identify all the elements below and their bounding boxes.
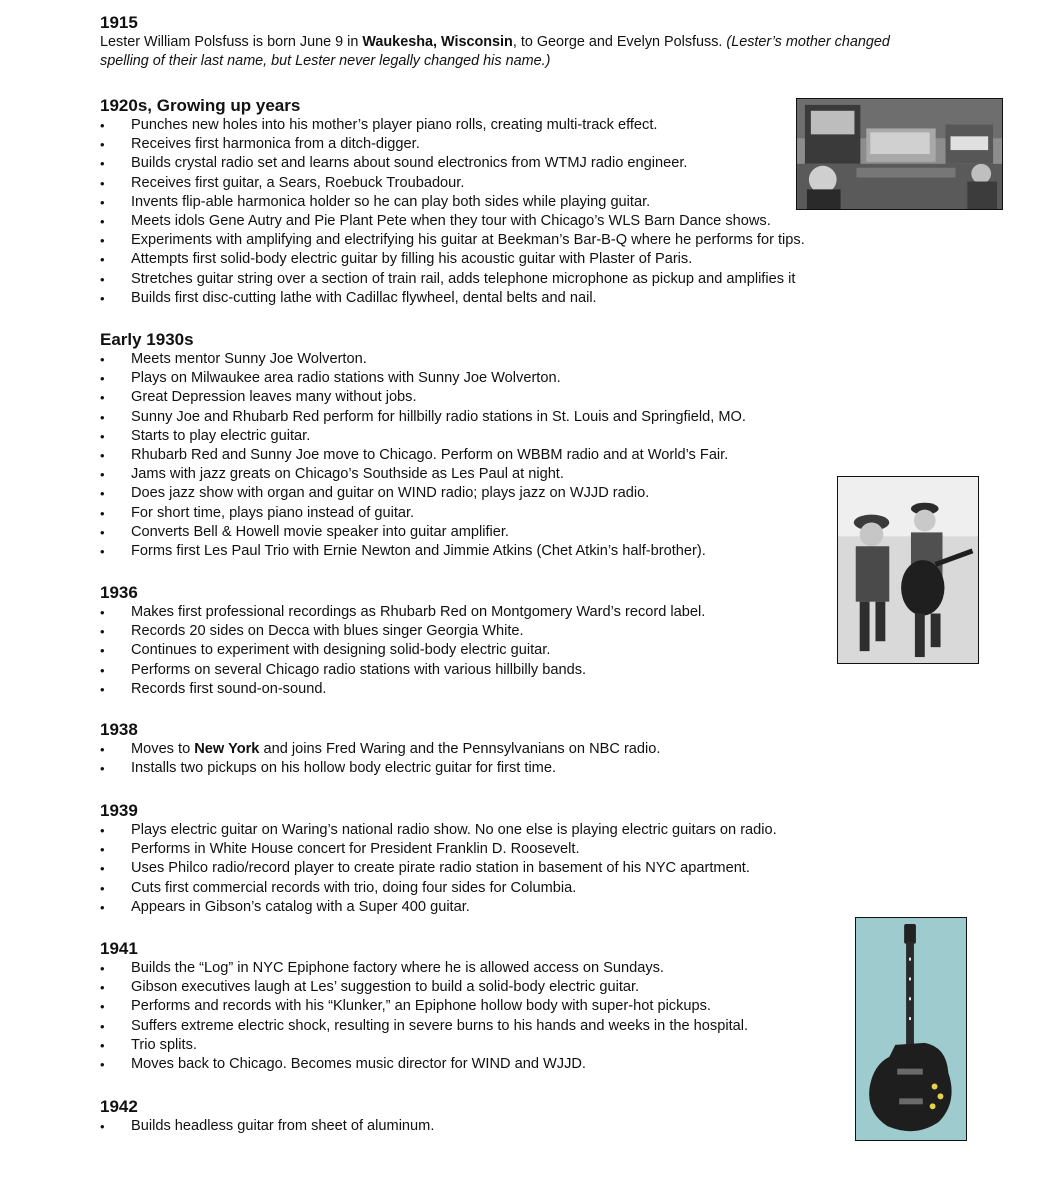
- list-item: • Meets mentor Sunny Joe Wolverton.: [100, 350, 1039, 369]
- list-item: • Sunny Joe and Rhubarb Red perform for hillbilly radio stations in St. Louis and Springfield, MO.: [100, 408, 1039, 427]
- list-item: • Records first sound-on-sound.: [100, 680, 1039, 699]
- section-heading: 1939: [100, 801, 138, 820]
- section-1915: [100, 13, 940, 71]
- item-text: and joins Fred Waring and the Pennsylvanians on NBC radio.: [259, 741, 661, 757]
- list-item: • Suffers extreme electric shock, resulting in severe burns to his hands and weeks in the hospital.: [100, 1017, 1039, 1036]
- list-item: • Receives first guitar, a Sears, Roebuck Troubadour.: [100, 174, 1039, 193]
- list-item: • Experiments with amplifying and electrifying his guitar at Beekman’s Bar-B-Q where he performs for tips.: [100, 231, 1039, 250]
- list-item: • Makes first professional recordings as Rhubarb Red on Montgomery Ward’s record label.: [100, 603, 1039, 622]
- list-item: • Starts to play electric guitar.: [100, 427, 1039, 446]
- list-item: • Performs in White House concert for President Franklin D. Roosevelt.: [100, 840, 1039, 859]
- list-item: • Trio splits.: [100, 1036, 1039, 1055]
- list-item: • Cuts first commercial records with trio, doing four sides for Columbia.: [100, 879, 1039, 898]
- list-item: • Performs and records with his “Klunker,” an Epiphone hollow body with super-hot pickups.: [100, 997, 1039, 1016]
- birth-paragraph: [100, 33, 940, 71]
- radio-room-image: [797, 99, 1002, 209]
- list-item: • Meets idols Gene Autry and Pie Plant Pete when they tour with Chicago’s WLS Barn Dance shows.: [100, 212, 1039, 231]
- list-item: • Plays on Milwaukee area radio stations with Sunny Joe Wolverton.: [100, 369, 1039, 388]
- birth-place: Waukesha, Wisconsin: [362, 34, 513, 50]
- list-item: • Uses Philco radio/record player to create pirate radio station in basement of his NYC apartment.: [100, 859, 1039, 878]
- list-item: • Gibson executives laugh at Les’ suggestion to build a solid-body electric guitar.: [100, 978, 1039, 997]
- two-boys-guitar-image: [838, 477, 978, 663]
- log-guitar-photo: [855, 917, 967, 1141]
- list-item: • Does jazz show with organ and guitar on WIND radio; plays jazz on WJJD radio.: [100, 484, 1039, 503]
- list-item: • Rhubarb Red and Sunny Joe move to Chicago. Perform on WBBM radio and at World’s Fair.: [100, 446, 1039, 465]
- list-item: • For short time, plays piano instead of guitar.: [100, 504, 1039, 523]
- item-place: New York: [194, 741, 260, 757]
- paragraph-text: , to George and Evelyn Polsfuss.: [512, 34, 727, 50]
- list-item: • Performs on several Chicago radio stations with various hillbilly bands.: [100, 661, 1039, 680]
- list-item: • Records 20 sides on Decca with blues singer Georgia White.: [100, 622, 1039, 641]
- section-heading: 1915: [100, 13, 138, 32]
- list-item: • Builds first disc-cutting lathe with Cadillac flywheel, dental belts and nail.: [100, 289, 1039, 308]
- list-item: • Builds the “Log” in NYC Epiphone factory where he is allowed access on Sundays.: [100, 959, 1039, 978]
- list-item: • Converts Bell & Howell movie speaker into guitar amplifier.: [100, 523, 1039, 542]
- list-item: • Appears in Gibson’s catalog with a Super 400 guitar.: [100, 898, 1039, 917]
- list-item: • Invents flip-able harmonica holder so he can play both sides while playing guitar.: [100, 193, 1039, 212]
- list-item: • Great Depression leaves many without jobs.: [100, 388, 1039, 407]
- paragraph-text: Lester William Polsfuss is born June 9 in: [100, 34, 363, 50]
- section-1939: [100, 801, 1039, 917]
- list-item: • Stretches guitar string over a section of train rail, adds telephone microphone as pickup and amplifies it: [100, 270, 1039, 289]
- section-heading: Early 1930s: [100, 330, 194, 349]
- event-list: [100, 740, 1039, 778]
- list-item: • Continues to experiment with designing solid-body electric guitar.: [100, 641, 1039, 660]
- list-item: • Forms first Les Paul Trio with Ernie Newton and Jimmie Atkins (Chet Atkin’s half-brother).: [100, 542, 1039, 561]
- list-item: • Plays electric guitar on Waring’s national radio show. No one else is playing electric guitars on radio.: [100, 821, 1039, 840]
- list-item: • Punches new holes into his mother’s player piano rolls, creating multi-track effect.: [100, 116, 1039, 135]
- list-item: • Moves back to Chicago. Becomes music director for WIND and WJJD.: [100, 1055, 1039, 1074]
- section-heading: 1920s, Growing up years: [100, 96, 301, 115]
- radio-room-photo: [796, 98, 1003, 210]
- item-text: Moves to: [131, 741, 195, 757]
- list-item: • Builds headless guitar from sheet of aluminum.: [100, 1117, 1039, 1136]
- event-list: [100, 821, 1039, 917]
- section-heading: 1938: [100, 720, 138, 739]
- section-heading: 1941: [100, 939, 138, 958]
- list-item: • Jams with jazz greats on Chicago’s Southside as Les Paul at night.: [100, 465, 1039, 484]
- log-guitar-image: [856, 918, 966, 1140]
- list-item: • Receives first harmonica from a ditch-digger.: [100, 135, 1039, 154]
- list-item: • Attempts first solid-body electric guitar by filling his acoustic guitar with Plaster of Paris.: [100, 250, 1039, 269]
- name-note: (Lester’s mother changed spelling of their last name, but Lester never legally changed his name.): [100, 34, 890, 69]
- list-item: • Builds crystal radio set and learns about sound electronics from WTMJ radio engineer.: [100, 154, 1039, 173]
- two-boys-guitar-photo: [837, 476, 979, 664]
- section-heading: 1936: [100, 583, 138, 602]
- section-heading: 1942: [100, 1097, 138, 1116]
- list-item: • Installs two pickups on his hollow body electric guitar for first time.: [100, 759, 1039, 778]
- section-1938: [100, 720, 1039, 778]
- list-item: [100, 740, 1039, 759]
